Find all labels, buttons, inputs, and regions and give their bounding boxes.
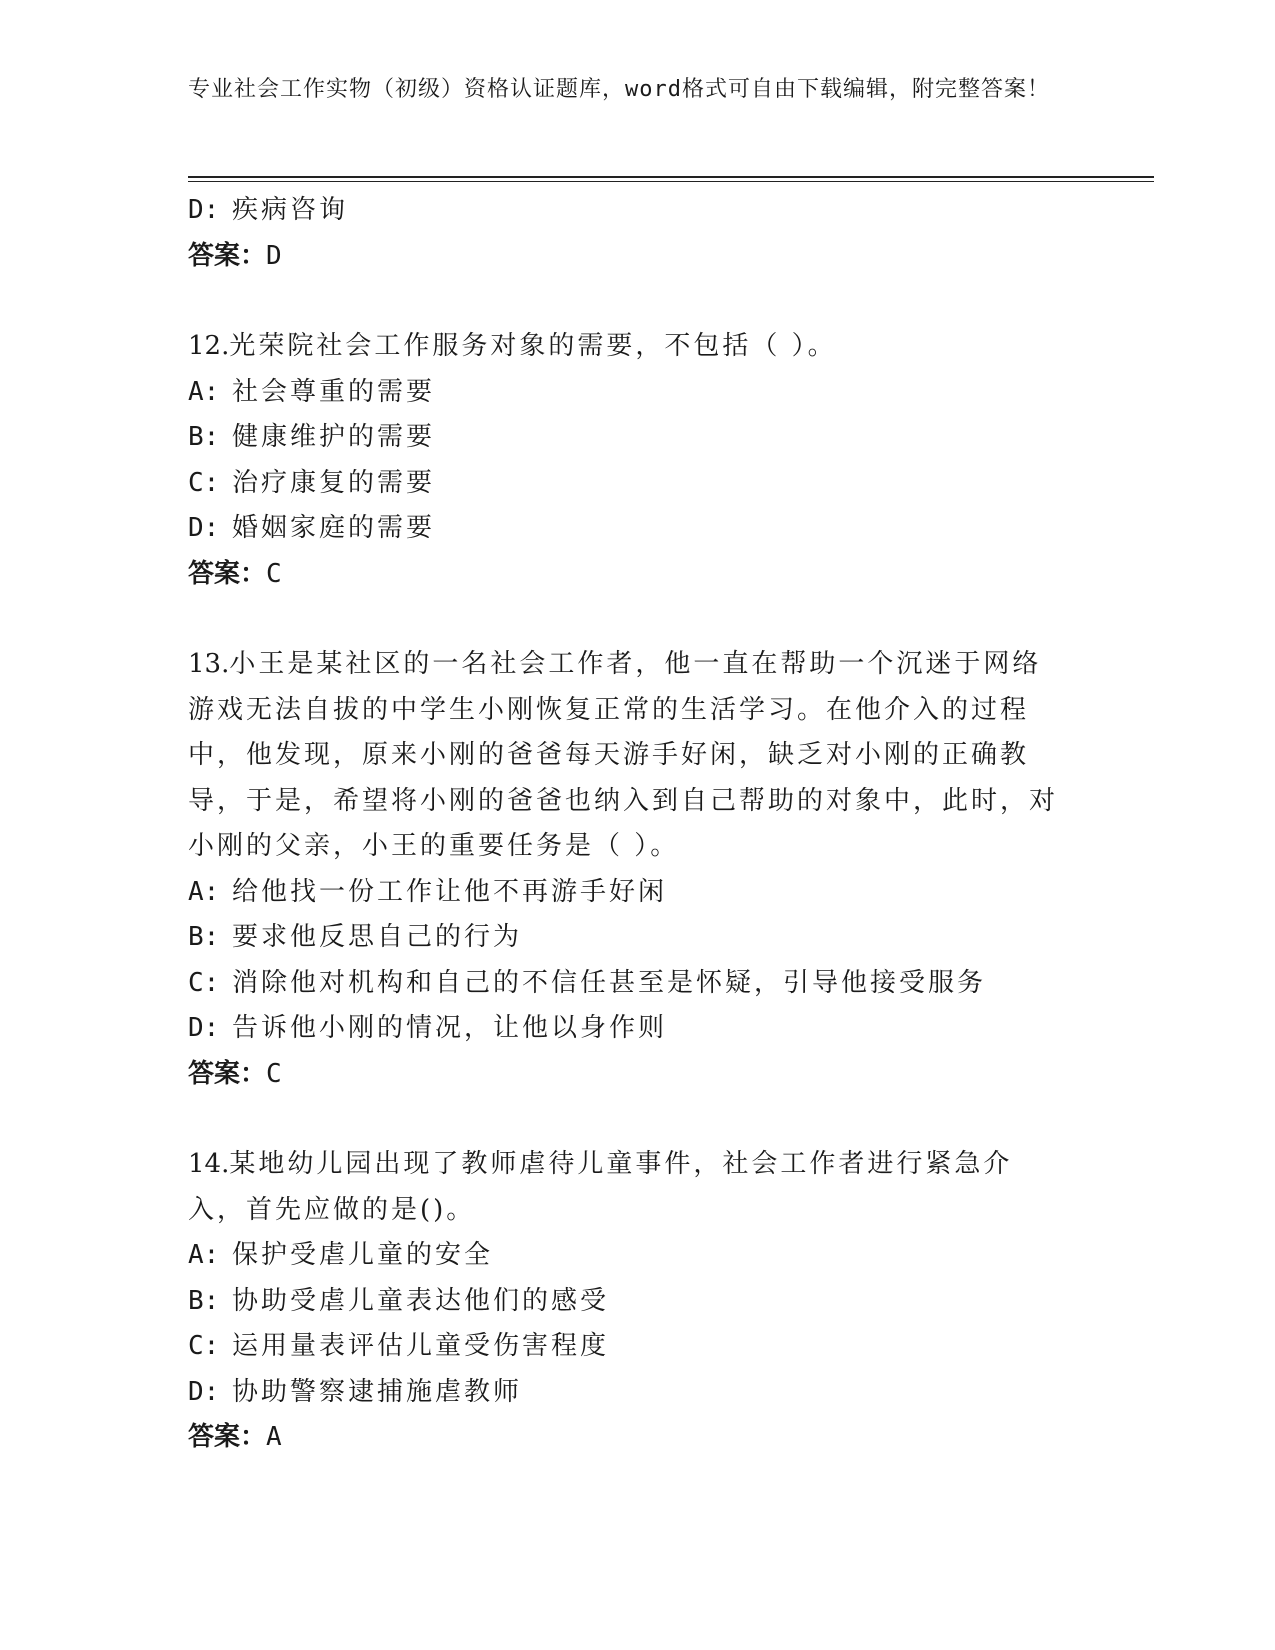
- option-key: D:: [188, 195, 220, 225]
- option-row: [188, 915, 1088, 961]
- question-number: 12.: [188, 331, 230, 361]
- answer-label: 答案：: [188, 240, 267, 271]
- option-text: 婚姻家庭的需要: [232, 513, 436, 543]
- answer-row: [188, 234, 1088, 280]
- option-row: [188, 1006, 1088, 1052]
- option-text: 健康维护的需要: [232, 422, 436, 452]
- answer-row: [188, 1052, 1088, 1098]
- option-text: 给他找一份工作让他不再游手好闲: [232, 876, 668, 907]
- answer-label: 答案：: [188, 1422, 267, 1452]
- option-key: B:: [188, 1285, 220, 1316]
- option-row: [188, 1370, 1088, 1416]
- option-key: B:: [188, 922, 220, 952]
- question-number: 13.: [188, 649, 230, 679]
- option-text: 治疗康复的需要: [232, 467, 436, 498]
- option-row: [188, 961, 1088, 1007]
- answer-value: D: [266, 240, 282, 271]
- option-row: [188, 461, 1088, 507]
- option-text: 协助受虐儿童表达他们的感受: [232, 1285, 610, 1316]
- question-text: [188, 642, 1068, 870]
- option-row: [188, 415, 1088, 461]
- question-stem: 光荣院社会工作服务对象的需要，不包括（ ）。: [229, 331, 837, 361]
- question-stem: 某地幼儿园出现了教师虐待儿童事件，社会工作者进行紧急介入，首先应做的是()。: [188, 1149, 1013, 1225]
- option-text: 保护受虐儿童的安全: [232, 1240, 494, 1270]
- question-stem: 小王是某社区的一名社会工作者，他一直在帮助一个沉迷于网络游戏无法自拔的中学生小刚恢复正常的生活学习。在他介入的过程中，他发现，原来小刚的爸爸每天游手好闲，缺乏对小刚的正确教导，于是，希望将小刚的爸爸也纳入到自己帮助的对象中，此时，对小刚的父亲，小王的重要任务是（ ）。: [188, 649, 1059, 861]
- option-key: D:: [188, 513, 220, 543]
- option-key: D:: [188, 1376, 220, 1407]
- question-text: [188, 1142, 1068, 1233]
- option-key: B:: [188, 422, 220, 452]
- option-text: 要求他反思自己的行为: [232, 922, 523, 952]
- option-text: 疾病咨询: [232, 195, 349, 225]
- option-key: C:: [188, 467, 220, 498]
- option-key: A:: [188, 1240, 220, 1270]
- option-row: [188, 506, 1088, 552]
- option-key: A:: [188, 876, 220, 907]
- option-row: [188, 1233, 1088, 1279]
- question-number: 14.: [188, 1149, 230, 1179]
- answer-label: 答案：: [188, 558, 267, 589]
- answer-value: C: [266, 558, 282, 589]
- option-row: [188, 1279, 1088, 1325]
- option-key: D:: [188, 1013, 220, 1043]
- answer-value: A: [266, 1422, 282, 1452]
- option-key: C:: [188, 967, 220, 998]
- option-row: [188, 370, 1088, 416]
- option-row: [188, 870, 1088, 916]
- option-text: 社会尊重的需要: [232, 376, 436, 407]
- option-text: 协助警察逮捕施虐教师: [232, 1376, 523, 1407]
- option-key: C:: [188, 1331, 220, 1361]
- question-text: [188, 324, 1068, 370]
- answer-row: [188, 552, 1088, 598]
- header-rule-thin: [188, 181, 1154, 182]
- question-content: [188, 188, 1088, 1461]
- answer-label: 答案：: [188, 1058, 267, 1089]
- answer-value: C: [266, 1058, 282, 1089]
- page-header: 专业社会工作实物（初级）资格认证题库，word格式可自由下载编辑，附完整答案！: [188, 77, 1050, 102]
- option-key: A:: [188, 376, 220, 407]
- header-rule-thick: [188, 176, 1154, 178]
- option-text: 告诉他小刚的情况，让他以身作则: [232, 1013, 668, 1043]
- option-text: 消除他对机构和自己的不信任甚至是怀疑，引导他接受服务: [232, 967, 987, 998]
- answer-row: [188, 1415, 1088, 1461]
- option-text: 运用量表评估儿童受伤害程度: [232, 1331, 610, 1361]
- option-row: [188, 188, 1088, 234]
- option-row: [188, 1324, 1088, 1370]
